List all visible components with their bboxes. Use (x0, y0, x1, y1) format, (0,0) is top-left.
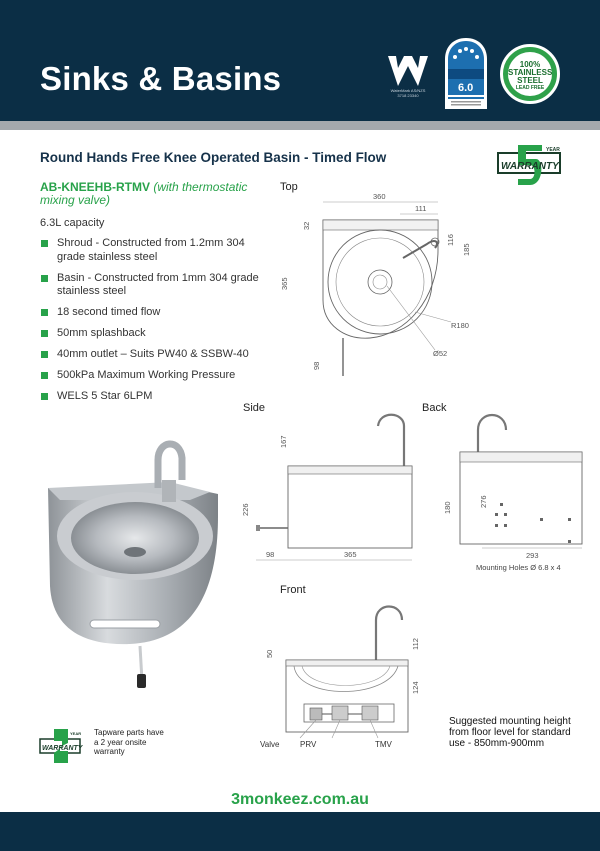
dim-front-124: 124 (411, 681, 420, 694)
top-view-drawing (275, 190, 475, 385)
tapware-warranty-note: Tapware parts have a 2 year onsite warranty (94, 728, 164, 756)
warranty5-label: WARRANTY (501, 161, 559, 172)
product-code-id: AB-KNEEHB-RTMV (40, 180, 150, 194)
footer-bar (0, 812, 600, 851)
bullet-square-icon (41, 372, 48, 379)
dim-back-height: 276 (479, 495, 488, 508)
dim-back-mount: 180 (443, 501, 452, 514)
side-view-drawing (240, 408, 420, 573)
lead-free-line1: 100% (519, 60, 541, 69)
bullet-square-icon (41, 393, 48, 400)
capacity-text: 6.3L capacity (40, 217, 105, 229)
watermark-w-icon (386, 54, 430, 88)
lead-free-line3: STEEL (517, 76, 543, 85)
dim-top-tap-offset: 111 (415, 204, 427, 213)
svg-text:YEAR: YEAR (70, 731, 82, 736)
dim-back-width: 293 (526, 551, 539, 560)
dim-side-98: 98 (266, 550, 275, 559)
feature-item: Shroud - Constructed from 1.2mm 304 grade stainless steel (40, 237, 275, 264)
front-view-drawing (258, 600, 448, 750)
dim-top-radius: R180 (451, 321, 469, 330)
feature-item: 40mm outlet – Suits PW40 & SSBW-40 (40, 348, 275, 362)
lead-free-line4: LEAD FREE (515, 85, 545, 91)
header-divider (0, 121, 600, 130)
watermark-caption: WaterMark AS/NZS 3718 23340 (390, 88, 426, 98)
bullet-square-icon (41, 275, 48, 282)
svg-text:WARRANTY: WARRANTY (42, 745, 83, 752)
top-view-label: Top (280, 181, 298, 193)
feature-item: WELS 5 Star 6LPM (40, 390, 275, 404)
lead-free-line2: STAINLESS (508, 68, 553, 77)
svg-text:6.0: 6.0 (458, 82, 474, 94)
svg-text:YEAR: YEAR (546, 147, 560, 153)
callout-tmv: TMV (375, 740, 392, 749)
feature-item: Basin - Constructed from 1mm 304 grade stainless steel (40, 272, 275, 299)
wels-rating-label (443, 37, 489, 111)
warranty-2-year-badge (40, 729, 83, 765)
feature-list (40, 237, 275, 411)
dim-side-height: 226 (241, 503, 250, 516)
dim-top-outlet: Ø52 (433, 349, 448, 358)
callout-valve: Valve (260, 740, 280, 749)
dim-top-98: 98 (312, 361, 321, 370)
bullet-square-icon (41, 309, 48, 316)
callout-prv: PRV (300, 740, 317, 749)
dim-top-splash: 32 (302, 221, 311, 230)
feature-item: 50mm splashback (40, 327, 275, 341)
feature-item: 500kPa Maximum Working Pressure (40, 369, 275, 383)
dim-top-depth: 365 (280, 277, 289, 290)
sink-product-image (40, 436, 230, 691)
warranty-5-year-badge (498, 145, 560, 187)
back-view-drawing (420, 408, 590, 568)
dim-top-width: 360 (373, 192, 386, 201)
bullet-square-icon (41, 330, 48, 337)
product-title: Round Hands Free Knee Operated Basin - Timed Flow (40, 150, 387, 165)
lead-free-badge (500, 44, 560, 104)
mounting-holes-note: Mounting Holes Ø 6.8 x 4 (476, 563, 561, 572)
dim-front-splash: 50 (265, 649, 274, 658)
watermark-logo (386, 54, 430, 114)
header-banner (0, 0, 600, 121)
product-code-note: (with thermostatic mixing valve) (40, 180, 248, 207)
suggested-mounting-height: Suggested mounting height from floor level for standard use - 850mm-900mm (449, 716, 571, 749)
dim-side-depth: 365 (344, 550, 357, 559)
side-view-label: Side (243, 402, 266, 414)
back-view-label: Back (422, 402, 447, 414)
feature-item: 18 second timed flow (40, 306, 275, 320)
website-link[interactable]: 3monkeez.com.au (231, 791, 369, 808)
dim-front-112: 112 (411, 638, 420, 650)
bullet-square-icon (41, 351, 48, 358)
bullet-square-icon (41, 240, 48, 247)
dim-side-tap-height: 167 (279, 435, 288, 448)
dim-top-tap: 116 (446, 234, 455, 246)
dim-top-185: 185 (462, 243, 471, 256)
front-view-label: Front (280, 584, 306, 596)
product-code (40, 181, 275, 207)
page-title: Sinks & Basins (40, 60, 282, 97)
